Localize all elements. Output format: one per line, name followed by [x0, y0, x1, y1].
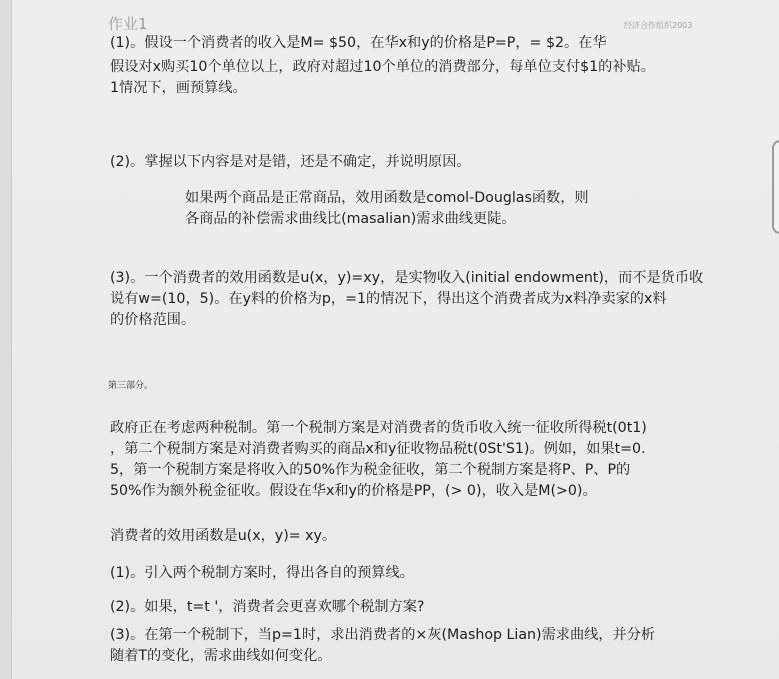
subquestion-2: (2)。如果，t=t '，消费者会更喜欢哪个税制方案?	[110, 599, 425, 615]
document-title: 作业1	[108, 15, 148, 33]
q2-sub-line-1: 如果两个商品是正常商品，效用函数是comol-Douglas函数，则	[185, 190, 589, 206]
part3-heading: 第三部分。	[108, 381, 154, 391]
q3-line-2: 说有w=(10，5)。在y料的价格为p，=1的情况下，得出这个消费者成为x料净卖家的x料	[110, 291, 667, 307]
left-margin-bar	[0, 0, 12, 679]
q3-line-3: 的价格范围。	[110, 312, 196, 328]
utility-function-line: 消费者的效用函数是u(x，y)= xy。	[110, 528, 337, 544]
q2-sub-line-2: 各商品的补偿需求曲线比(masalian)需求曲线更陡。	[185, 211, 516, 227]
part3-paragraph-line-1: 政府正在考虑两种税制。第一个税制方案是对消费者的货币收入统一征收所得税t(0t1)	[110, 420, 647, 436]
scrollbar-handle[interactable]	[772, 140, 779, 234]
subquestion-3-line-1: (3)。在第一个税制下，当p=1时，求出消费者的×灰(Mashop Lian)需求曲线，并分析	[110, 627, 656, 643]
part3-paragraph-line-3: 5，第一个税制方案是将收入的50%作为税金征收，第二个税制方案是将P、P、P的	[110, 462, 631, 478]
part3-paragraph-line-2: ，第二个税制方案是对消费者购买的商品x和y征收物品税t(0St'S1)。例如，如果t=0.	[110, 441, 646, 457]
q1-line-3: 1情况下，画预算线。	[110, 80, 247, 96]
q3-line-1: (3)。一个消费者的效用函数是u(x，y)=xy，是实物收入(initial endowment)，而不是货币收	[110, 270, 704, 286]
q1-line-1: (1)。假设一个消费者的收入是M= $50，在华x和y的价格是P=P，= $2。在华	[110, 35, 607, 51]
q1-line-2: 假设对x购买10个单位以上，政府对超过10个单位的消费部分，每单位支付$1的补贴。	[110, 59, 655, 75]
subquestion-1: (1)。引入两个税制方案时，得出各自的预算线。	[110, 565, 414, 581]
watermark-text: 经济合作组织2003	[624, 21, 693, 30]
part3-paragraph-line-4: 50%作为额外税金征收。假设在华x和y的价格是PP，(> 0)，收入是M(>0)。	[110, 483, 597, 499]
q2-line-1: (2)。掌握以下内容是对是错，还是不确定，并说明原因。	[110, 154, 471, 170]
subquestion-3-line-2: 随着T的变化，需求曲线如何变化。	[110, 648, 332, 664]
